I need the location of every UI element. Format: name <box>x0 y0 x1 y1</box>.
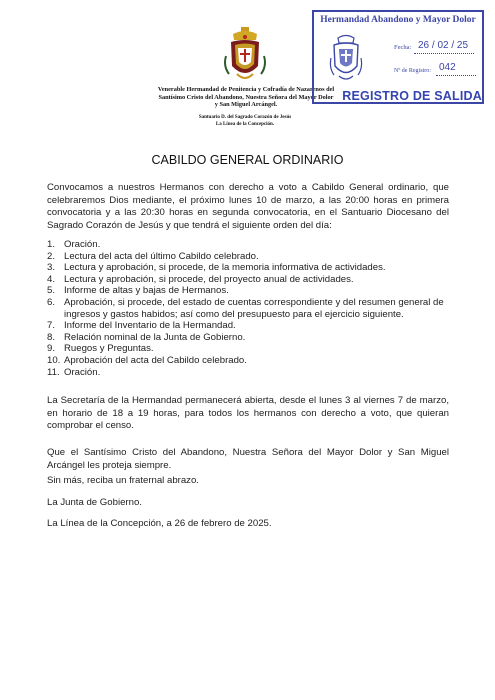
stamp-date-label: Fecha: <box>394 44 412 51</box>
org-line: Venerable Hermandad de Penitencia y Cofradía de Nazarenos del <box>157 86 335 93</box>
registry-stamp <box>312 10 484 104</box>
intro-paragraph: Convocamos a nuestros Hermanos con derecho a voto a Cabildo General ordinario, que celebraremos Dios mediante, el próximo lunes 10 de marzo, a las 20:00 horas en primera convocatoria y a las 20:30 horas en segunda convocatoria, en el Santuario Diocesano del Sagrado Corazón de Jesús y que tendrá el siguiente orden del día: <box>47 182 449 231</box>
agenda-number: 3. <box>47 262 56 274</box>
agenda-number: 2. <box>47 250 56 262</box>
agenda-item <box>47 297 449 320</box>
agenda-number: 9. <box>47 343 56 355</box>
org-line: Santísimo Cristo del Abandono, Nuestra Señora del Mayor Dolor <box>158 93 334 101</box>
agenda-item <box>47 332 449 344</box>
place-date-text: La Línea de la Concepción, a 26 de febrero de 2025. <box>47 518 272 529</box>
stamp-date-value: 26 / 02 / 25 <box>418 40 469 51</box>
sub-line: Santuario D. del Sagrado Corazón de Jesús <box>198 115 292 120</box>
brotherhood-location <box>150 114 340 128</box>
brotherhood-crest-icon <box>223 26 267 84</box>
agenda-text: Lectura y aprobación, si procede, del proyecto anual de actividades. <box>64 273 354 285</box>
stamp-registry-label: Nº de Registro: <box>394 68 431 74</box>
agenda-item <box>47 367 449 379</box>
agenda-item <box>47 355 449 367</box>
agenda-text: Lectura y aprobación, si procede, de la memoria informativa de actividades. <box>64 262 386 274</box>
stamp-date-line <box>414 53 474 54</box>
agenda-item <box>47 239 449 251</box>
agenda-text: Relación nominal de la Junta de Gobierno. <box>64 331 246 343</box>
agenda-item <box>47 320 449 332</box>
agenda-number: 11. <box>47 366 60 378</box>
agenda-item <box>47 343 449 355</box>
agenda-number: 8. <box>47 331 56 343</box>
farewell-text: Sin más, reciba un fraternal abrazo. <box>47 475 199 486</box>
agenda-number: 5. <box>47 285 56 297</box>
agenda-item <box>47 262 449 274</box>
document-title: CABILDO GENERAL ORDINARIO <box>151 153 344 167</box>
stamp-title: Hermandad Abandono y Mayor Dolor <box>320 15 476 25</box>
agenda-item <box>47 251 449 263</box>
agenda-number: 1. <box>47 239 56 250</box>
agenda-text: Lectura del acta del último Cabildo celebrado. <box>64 250 259 262</box>
agenda-number: 7. <box>47 320 56 332</box>
stamp-registry-value: 042 <box>439 62 456 73</box>
agenda-text: Informe de altas y bajas de Hermanos. <box>64 285 229 297</box>
stamp-label: REGISTRO DE SALIDA <box>342 89 482 103</box>
agenda-text: Oración. <box>64 239 101 250</box>
agenda-text: Informe del Inventario de la Hermandad. <box>64 320 236 332</box>
stamp-crest-icon <box>328 32 364 84</box>
stamp-registry-line <box>436 75 476 76</box>
agenda-text: Aprobación, si procede, del estado de cuentas correspondiente y del resumen general de ingresos y gastos habidos; así como del presupuesto para el ejercicio siguiente. <box>64 296 444 320</box>
agenda-text: Ruegos y Preguntas. <box>64 343 154 355</box>
agenda-text: Oración. <box>64 366 101 378</box>
agenda-number: 6. <box>47 296 56 308</box>
org-line: y San Miguel Arcángel. <box>214 101 278 109</box>
agenda-list <box>47 239 449 378</box>
signature-text: La Junta de Gobierno. <box>47 497 142 508</box>
blessing-paragraph: Que el Santísimo Cristo del Abandono, Nuestra Señora del Mayor Dolor y San Miguel Arcángel les proteja siempre. <box>47 447 449 471</box>
agenda-text: Aprobación del acta del Cabildo celebrado. <box>64 354 247 366</box>
secretariat-paragraph: La Secretaría de la Hermandad permanecerá abierta, desde el lunes 3 al viernes 7 de marzo, en horario de 18 a 19 horas, para todos los hermanos con derecho a voto, que quieran comprobar el censo. <box>47 395 449 432</box>
agenda-number: 10. <box>47 354 61 366</box>
agenda-number: 4. <box>47 273 56 285</box>
agenda-item <box>47 274 449 286</box>
agenda-item <box>47 285 449 297</box>
sub-line: La Línea de la Concepción. <box>215 122 275 127</box>
